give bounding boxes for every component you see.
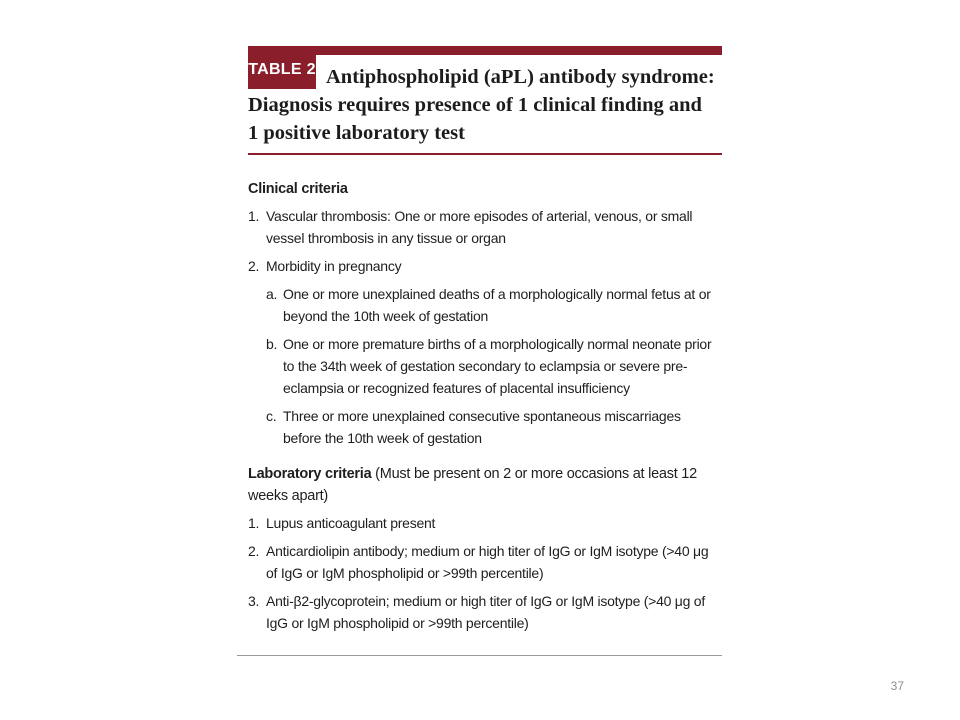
laboratory-item xyxy=(248,512,722,534)
clinical-item xyxy=(248,205,722,249)
clinical-criteria-heading: Clinical criteria xyxy=(248,181,348,197)
item-number: 1. xyxy=(248,515,260,531)
table-top-bar xyxy=(248,46,722,55)
subitem-letter: c. xyxy=(266,408,277,424)
clinical-subitem xyxy=(266,405,722,449)
laboratory-criteria-heading xyxy=(248,463,722,507)
subitem-letter: b. xyxy=(266,336,278,352)
laboratory-heading-label: Laboratory criteria xyxy=(248,466,372,482)
subitem-letter: a. xyxy=(266,286,278,302)
clinical-subitem xyxy=(266,333,722,399)
item-number: 3. xyxy=(248,593,260,609)
item-number: 1. xyxy=(248,208,260,224)
table-bottom-rule xyxy=(237,655,722,656)
item-text: Anticardiolipin antibody; medium or high titer of IgG or IgM isotype (>40 μg of IgG or IgM phospholipid or >99th percentile) xyxy=(266,543,709,581)
item-number: 2. xyxy=(248,258,260,274)
laboratory-item xyxy=(248,540,722,584)
item-text: Lupus anticoagulant present xyxy=(266,515,436,531)
laboratory-item xyxy=(248,590,722,634)
page-number: 37 xyxy=(890,679,904,693)
subitem-text: One or more premature births of a morphologically normal neonate prior to the 34th week of gestation secondary to eclampsia or severe pre-eclampsia or recognized features of placental insufficiency xyxy=(283,336,712,396)
table-content xyxy=(248,178,722,640)
table-label: TABLE 2 xyxy=(248,55,316,89)
title-divider xyxy=(248,153,722,155)
clinical-subitem xyxy=(266,283,722,327)
table-title-line-1: Antiphospholipid (aPL) antibody syndrome: xyxy=(326,66,715,88)
table-title-line-3: 1 positive laboratory test xyxy=(248,122,465,144)
table-title-line-2: Diagnosis requires presence of 1 clinical finding and xyxy=(248,94,702,116)
subitem-text: Three or more unexplained consecutive spontaneous miscarriages before the 10th week of gestation xyxy=(283,408,681,446)
item-number: 2. xyxy=(248,543,260,559)
clinical-item xyxy=(248,255,722,277)
item-text: Anti-β2-glycoprotein; medium or high titer of IgG or IgM isotype (>40 μg of IgG or IgM phospholipid or >99th percentile) xyxy=(266,593,705,631)
laboratory-heading-note: (Must be present on 2 or more occasions at least 12 weeks apart) xyxy=(248,466,697,504)
subitem-text: One or more unexplained deaths of a morphologically normal fetus at or beyond the 10th week of gestation xyxy=(283,286,711,324)
item-text: Morbidity in pregnancy xyxy=(266,258,402,274)
section-gap xyxy=(248,455,722,463)
item-text: Vascular thrombosis: One or more episodes of arterial, venous, or small vessel thrombosis in any tissue or organ xyxy=(266,208,693,246)
